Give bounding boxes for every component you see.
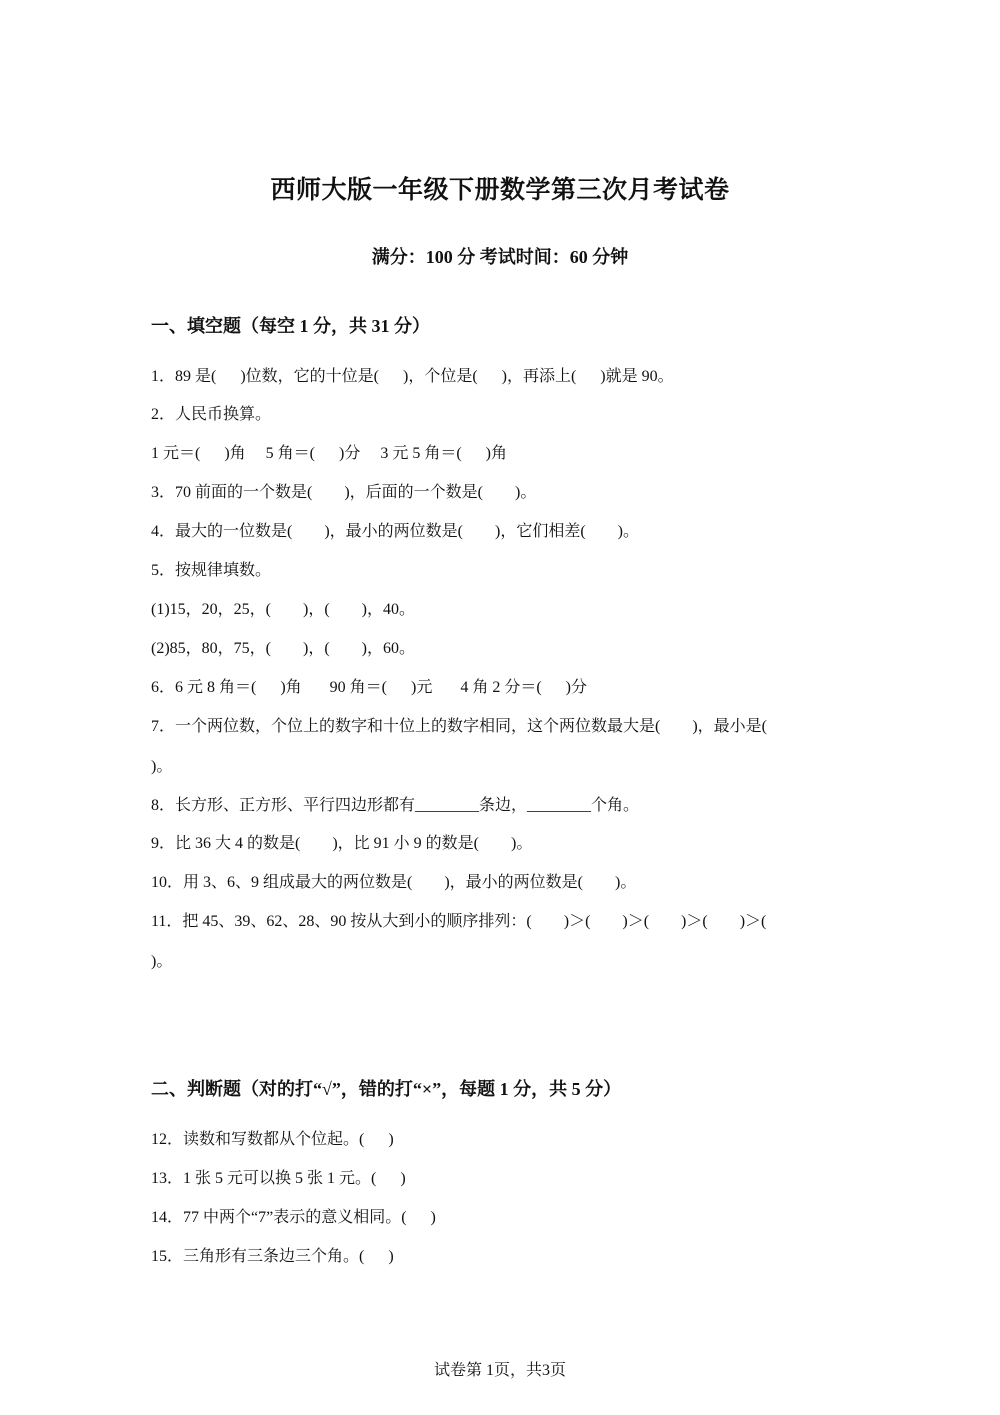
question-3: 3．70 前面的一个数是( )，后面的一个数是( )。	[151, 484, 537, 501]
question-7-cont: )。	[151, 758, 173, 775]
section1-heading: 一、填空题（每空 1 分，共 31 分）	[151, 316, 430, 336]
question-5-part2: (2)85，80，75，( )，( )，60。	[151, 640, 415, 657]
question-2-detail: 1 元＝( )角 5 角＝( )分 3 元 5 角＝( )角	[151, 445, 507, 462]
question-10: 10．用 3、6、9 组成最大的两位数是( )，最小的两位数是( )。	[151, 874, 637, 891]
question-8: 8．长方形、正方形、平行四边形都有________条边，________个角。	[151, 797, 640, 814]
question-11: 11．把 45、39、62、28、90 按从大到小的顺序排列：( )＞( )＞( )＞( )＞(	[151, 913, 767, 930]
question-6: 6．6 元 8 角＝( )角 90 角＝( )元 4 角 2 分＝( )分	[151, 679, 587, 696]
question-9: 9．比 36 大 4 的数是( )，比 91 小 9 的数是( )。	[151, 835, 533, 852]
question-2: 2．人民币换算。	[151, 406, 272, 423]
question-5-part1: (1)15，20，25，( )，( )，40。	[151, 601, 415, 618]
exam-subtitle: 满分：100 分 考试时间：60 分钟	[371, 247, 629, 267]
page-footer: 试卷第 1页，共3页	[433, 1362, 566, 1379]
question-14: 14．77 中两个“7”表示的意义相同。( )	[151, 1209, 436, 1226]
section2-heading: 二、判断题（对的打“√”，错的打“×”，每题 1 分，共 5 分）	[151, 1079, 622, 1099]
exam-title: 西师大版一年级下册数学第三次月考试卷	[270, 177, 730, 204]
question-5: 5．按规律填数。	[151, 562, 272, 579]
question-12: 12．读数和写数都从个位起。( )	[151, 1131, 394, 1148]
question-7: 7．一个两位数，个位上的数字和十位上的数字相同，这个两位数最大是( )，最小是(	[151, 718, 767, 735]
question-11-cont: )。	[151, 953, 173, 970]
question-1: 1．89 是( )位数，它的十位是( )，个位是( )，再添上( )就是 90。	[151, 368, 674, 385]
question-15: 15．三角形有三条边三个角。( )	[151, 1248, 394, 1265]
question-4: 4．最大的一位数是( )，最小的两位数是( )，它们相差( )。	[151, 523, 639, 540]
question-13: 13．1 张 5 元可以换 5 张 1 元。( )	[151, 1170, 406, 1187]
